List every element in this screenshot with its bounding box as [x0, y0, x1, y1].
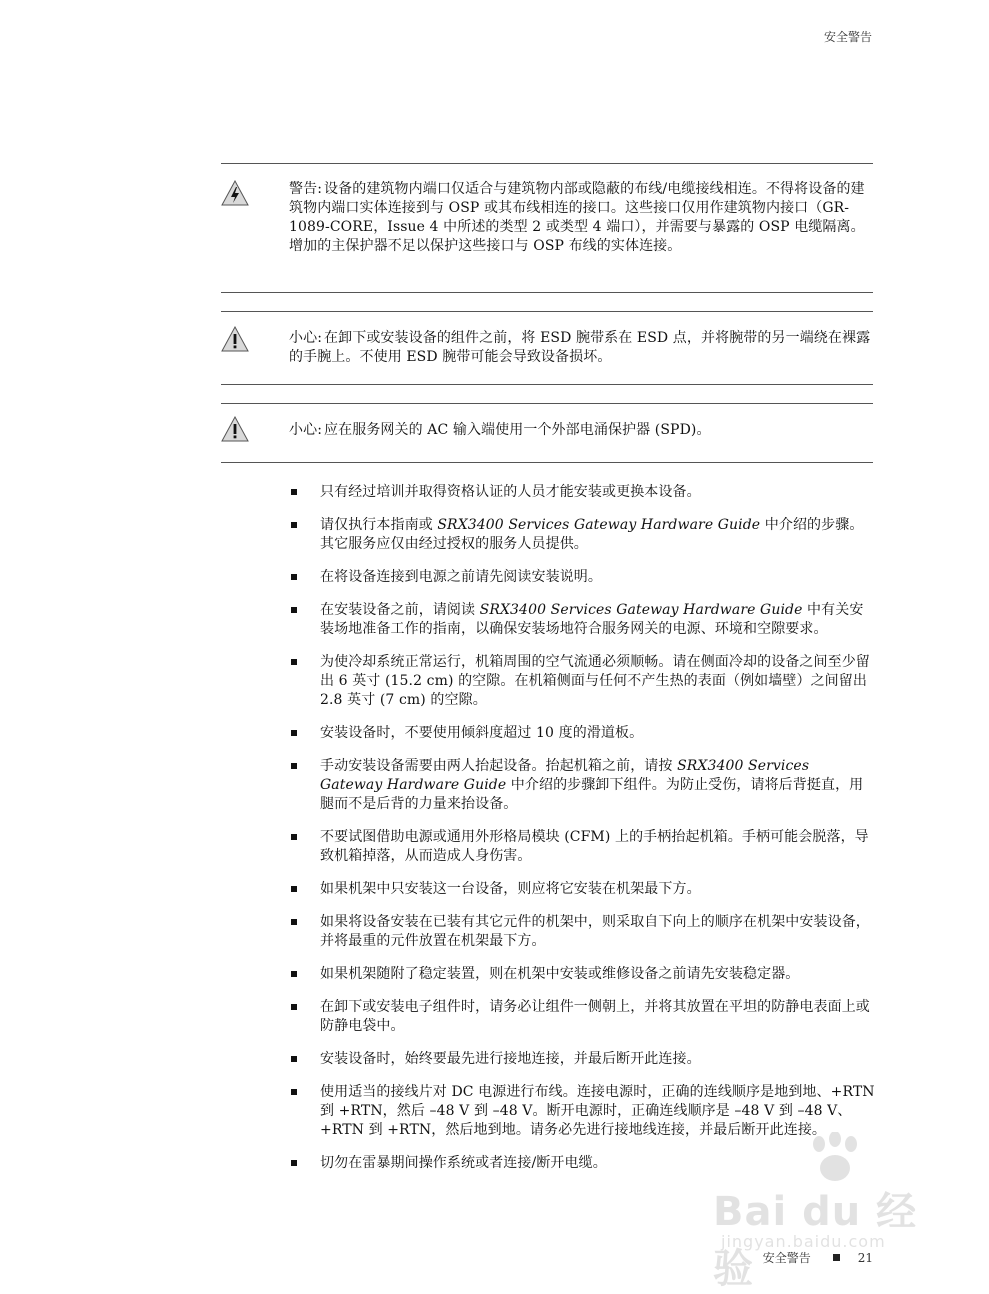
guide-title: SRX3400 Services Gateway Hardware Guide [437, 517, 761, 533]
list-item [290, 516, 875, 554]
footer-separator-icon [833, 1254, 840, 1261]
warning-text [289, 180, 873, 256]
bullet-square-icon [291, 971, 297, 977]
divider [221, 384, 873, 385]
bullet-square-icon [291, 659, 297, 665]
list-item [290, 880, 875, 899]
divider [221, 163, 873, 164]
list-item [290, 828, 875, 866]
list-item [290, 913, 875, 951]
bullet-square-icon [291, 489, 297, 495]
divider [221, 403, 873, 404]
item-text: 中介绍的步骤。其它服务应仅由经过授权的服务人员提供。 [320, 517, 864, 552]
running-header: 安全警告 [823, 30, 872, 44]
warning-notice [221, 180, 873, 280]
list-item [290, 965, 875, 984]
item-text: 安装设备时，不要使用倾斜度超过 10 度的滑道板。 [320, 725, 644, 741]
caution-label: 小心: [289, 330, 323, 346]
item-text: 请仅执行本指南或 [320, 517, 438, 533]
item-text: 中介绍的步骤卸下组件。为防止受伤，请将后背挺直，用腿而不是后背的力量来抬设备。 [320, 777, 864, 812]
list-item [290, 601, 875, 639]
item-text: 为使冷却系统正常运行，机箱周围的空气流通必须顺畅。请在侧面冷却的设备之间至少留出 6 英寸 (15.2 cm) 的空隙。在机箱侧面与任何不产生热的表面（例如墙壁）之间留出 2.8 英寸 (7 cm) 的空隙。 [320, 654, 870, 708]
caution-icon [221, 416, 249, 442]
bullet-square-icon [291, 763, 297, 769]
bullet-square-icon [291, 1089, 297, 1095]
item-text: 切勿在雷暴期间操作系统或者连接/断开电缆。 [320, 1155, 607, 1171]
item-text: 如果将设备安装在已装有其它元件的机架中，则采取自下向上的顺序在机架中安装设备，并将最重的元件放置在机架最下方。 [320, 914, 870, 949]
caution-icon [221, 326, 249, 352]
caution-label: 小心: [289, 422, 323, 438]
electrical-hazard-icon [221, 180, 249, 206]
guide-title: SRX3400 Services Gateway Hardware Guide [479, 602, 803, 618]
caution-body: 在卸下或安装设备的组件之前，将 ESD 腕带系在 ESD 点，并将腕带的另一端绕在裸露的手腕上。不使用 ESD 腕带可能会导致设备损坏。 [289, 330, 871, 365]
item-text: 在安装设备之前，请阅读 [320, 602, 480, 618]
item-text: 手动安装设备需要由两人抬起设备。抬起机箱之前，请按 [320, 758, 678, 774]
footer-section: 安全警告 [762, 1251, 811, 1265]
list-item [290, 1050, 875, 1069]
bullet-square-icon [291, 919, 297, 925]
caution-notice-spd [221, 416, 873, 446]
warning-label: 警告: [289, 181, 323, 197]
divider [221, 311, 873, 312]
caution-notice-esd [221, 326, 873, 366]
item-text: 在卸下或安装电子组件时，请务必让组件一侧朝上，并将其放置在平坦的防静电表面上或防静电袋中。 [320, 999, 870, 1034]
bullet-square-icon [291, 886, 297, 892]
item-text: 安装设备时，始终要最先进行接地连接，并最后断开此连接。 [320, 1051, 701, 1067]
item-text: 中有关安装场地准备工作的指南，以确保安装场地符合服务网关的电源、环境和空隙要求。 [320, 602, 864, 637]
bullet-square-icon [291, 834, 297, 840]
caution-text [289, 329, 873, 367]
list-item [290, 483, 875, 502]
divider [221, 462, 873, 463]
list-item [290, 724, 875, 743]
warning-body: 设备的建筑物内端口仅适合与建筑物内部或隐蔽的布线/电缆接线相连。不得将设备的建筑物内端口实体连接到与 OSP 或其布线相连的接口。这些接口仅用作建筑物内接口（GR-1089-CORE，Issue 4 中所述的类型 2 或类型 4 端口），并需要与暴露的 OSP 电缆隔离。增加的主保护器不足以保护这些接口与 OSP 布线的实体连接。 [289, 181, 865, 254]
bullet-square-icon [291, 522, 297, 528]
list-item [290, 757, 875, 814]
list-item [290, 568, 875, 587]
bullet-square-icon [291, 1160, 297, 1166]
caution-body: 应在服务网关的 AC 输入端使用一个外部电涌保护器 (SPD)。 [324, 422, 711, 438]
list-item [290, 998, 875, 1036]
guide-title: SRX3400 Services Gateway Hardware Guide [320, 758, 810, 793]
bullet-square-icon [291, 1056, 297, 1062]
watermark-brand: Bai du 经验 [713, 1189, 918, 1292]
divider [221, 292, 873, 293]
safety-bullet-list [290, 483, 875, 1187]
bullet-square-icon [291, 730, 297, 736]
list-item [290, 1154, 875, 1173]
item-text: 如果机架随附了稳定装置，则在机架中安装或维修设备之前请先安装稳定器。 [320, 966, 800, 982]
bullet-square-icon [291, 574, 297, 580]
list-item [290, 1083, 875, 1140]
item-text: 使用适当的接线片对 DC 电源进行布线。连接电源时，正确的连线顺序是地到地、+RTN 到 +RTN，然后 –48 V 到 –48 V。断开电源时，正确连线顺序是 –48 V 到 –48 V、+RTN 到 +RTN，然后地到地。请务必先进行接地线连接，并最后断开此连接。 [320, 1084, 875, 1138]
page-number: 21 [857, 1250, 873, 1265]
bullet-square-icon [291, 1004, 297, 1010]
item-text: 只有经过培训并取得资格认证的人员才能安装或更换本设备。 [320, 484, 701, 500]
item-text: 如果机架中只安装这一台设备，则应将它安装在机架最下方。 [320, 881, 701, 897]
watermark-url: jingyan.baidu.com [721, 1232, 886, 1251]
bullet-square-icon [291, 607, 297, 613]
item-text: 不要试图借助电源或通用外形格局模块 (CFM) 上的手柄抬起机箱。手柄可能会脱落，导致机箱掉落，从而造成人身伤害。 [320, 829, 869, 864]
list-item [290, 653, 875, 710]
item-text: 在将设备连接到电源之前请先阅读安装说明。 [320, 569, 602, 585]
caution-text [289, 421, 873, 440]
page-footer [763, 1249, 873, 1266]
